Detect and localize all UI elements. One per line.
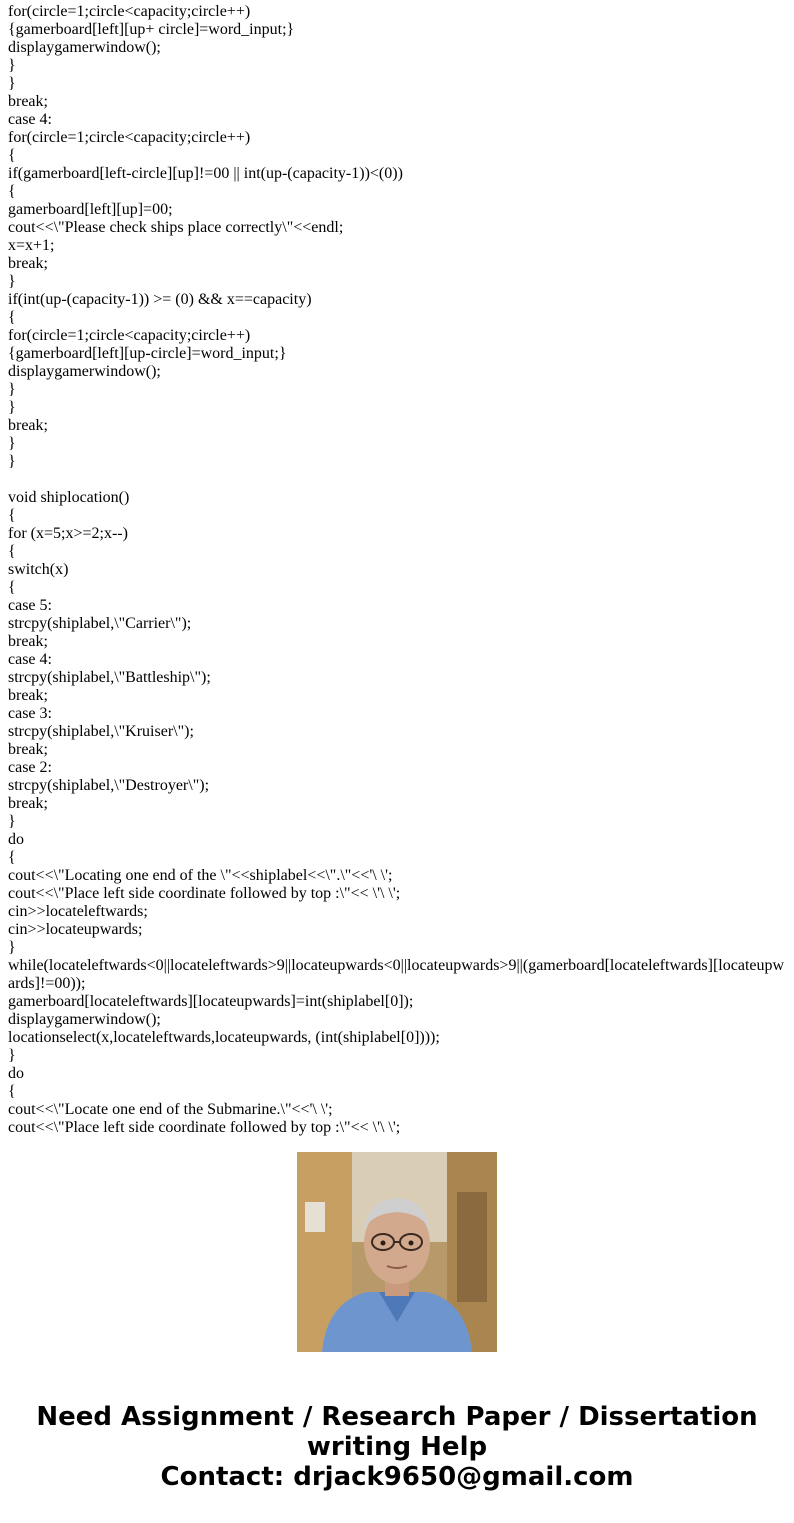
code-line: if(gamerboard[left-circle][up]!=00 || int(up-(capacity-1))<(0)) <box>8 165 403 182</box>
code-line: { <box>8 147 16 164</box>
code-line: } <box>8 435 16 452</box>
promo-line-3: Contact: drjack9650@gmail.com <box>160 1462 634 1492</box>
code-line: cin>>locateupwards; <box>8 921 143 938</box>
code-line: cout<<\"Place left side coordinate followed by top :\"<< \'\ \'; <box>8 885 401 902</box>
code-line: } <box>8 75 16 92</box>
promo-line-1: Need Assignment / Research Paper / Dissertation <box>36 1402 758 1432</box>
code-line: cout<<\"Place left side coordinate followed by top :\"<< \'\ \'; <box>8 1119 401 1136</box>
code-line: strcpy(shiplabel,\"Destroyer\"); <box>8 777 210 794</box>
code-line: cin>>locateleftwards; <box>8 903 148 920</box>
code-line: } <box>8 1047 16 1064</box>
code-line: break; <box>8 93 48 110</box>
code-line: cout<<\"Locate one end of the Submarine.\"<<'\ \'; <box>8 1101 333 1118</box>
code-line: displaygamerwindow(); <box>8 363 161 380</box>
code-line: while(locateleftwards<0||locateleftwards>9||locateupwards<0||locateupwards>9||(gamerboard[locateleftwards][locateupwards]!=00)); <box>8 957 785 992</box>
author-avatar <box>297 1152 497 1352</box>
promo-line-2: writing Help <box>306 1432 488 1462</box>
code-line: } <box>8 939 16 956</box>
code-line: case 2: <box>8 759 52 776</box>
promo-banner <box>0 1402 794 1492</box>
code-line: strcpy(shiplabel,\"Kruiser\"); <box>8 723 194 740</box>
code-line: switch(x) <box>8 561 69 578</box>
code-line: { <box>8 543 16 560</box>
code-line: break; <box>8 633 48 650</box>
code-line: break; <box>8 795 48 812</box>
code-listing <box>8 3 788 1136</box>
code-line: break; <box>8 255 48 272</box>
code-line: } <box>8 453 16 470</box>
code-line: case 4: <box>8 651 52 668</box>
code-line: for(circle=1;circle<capacity;circle++) <box>8 129 251 146</box>
code-line: } <box>8 273 16 290</box>
code-line: do <box>8 1065 24 1082</box>
code-line: cout<<\"Locating one end of the \"<<shiplabel<<\".\"<<'\ \'; <box>8 867 393 884</box>
code-line: } <box>8 381 16 398</box>
code-line: locationselect(x,locateleftwards,locateupwards, (int(shiplabel[0]))); <box>8 1029 440 1046</box>
code-line: cout<<\"Please check ships place correctly\"<<endl; <box>8 219 344 236</box>
code-line: displaygamerwindow(); <box>8 39 161 56</box>
code-line: { <box>8 183 16 200</box>
code-line: break; <box>8 417 48 434</box>
code-line: {gamerboard[left][up-circle]=word_input;} <box>8 345 287 362</box>
code-line: case 5: <box>8 597 52 614</box>
code-line: { <box>8 1083 16 1100</box>
code-line: } <box>8 813 16 830</box>
code-line: for(circle=1;circle<capacity;circle++) <box>8 327 251 344</box>
code-line <box>8 471 788 489</box>
code-line: void shiplocation() <box>8 489 130 506</box>
author-photo <box>297 1152 497 1352</box>
code-line: displaygamerwindow(); <box>8 1011 161 1028</box>
code-line: strcpy(shiplabel,\"Battleship\"); <box>8 669 211 686</box>
code-line: break; <box>8 687 48 704</box>
code-line: { <box>8 579 16 596</box>
code-line: do <box>8 831 24 848</box>
code-line: } <box>8 399 16 416</box>
code-line: if(int(up-(capacity-1)) >= (0) && x==capacity) <box>8 291 312 308</box>
code-line: strcpy(shiplabel,\"Carrier\"); <box>8 615 192 632</box>
code-line: gamerboard[left][up]=00; <box>8 201 173 218</box>
code-line: case 3: <box>8 705 52 722</box>
code-line: for (x=5;x>=2;x--) <box>8 525 128 542</box>
code-line: { <box>8 849 16 866</box>
code-line: { <box>8 507 16 524</box>
code-line: } <box>8 57 16 74</box>
code-line: break; <box>8 741 48 758</box>
code-line: gamerboard[locateleftwards][locateupwards]=int(shiplabel[0]); <box>8 993 414 1010</box>
code-line: {gamerboard[left][up+ circle]=word_input;} <box>8 21 295 38</box>
code-line: { <box>8 309 16 326</box>
code-line: x=x+1; <box>8 237 55 254</box>
code-line: case 4: <box>8 111 52 128</box>
code-line: for(circle=1;circle<capacity;circle++) <box>8 3 251 20</box>
